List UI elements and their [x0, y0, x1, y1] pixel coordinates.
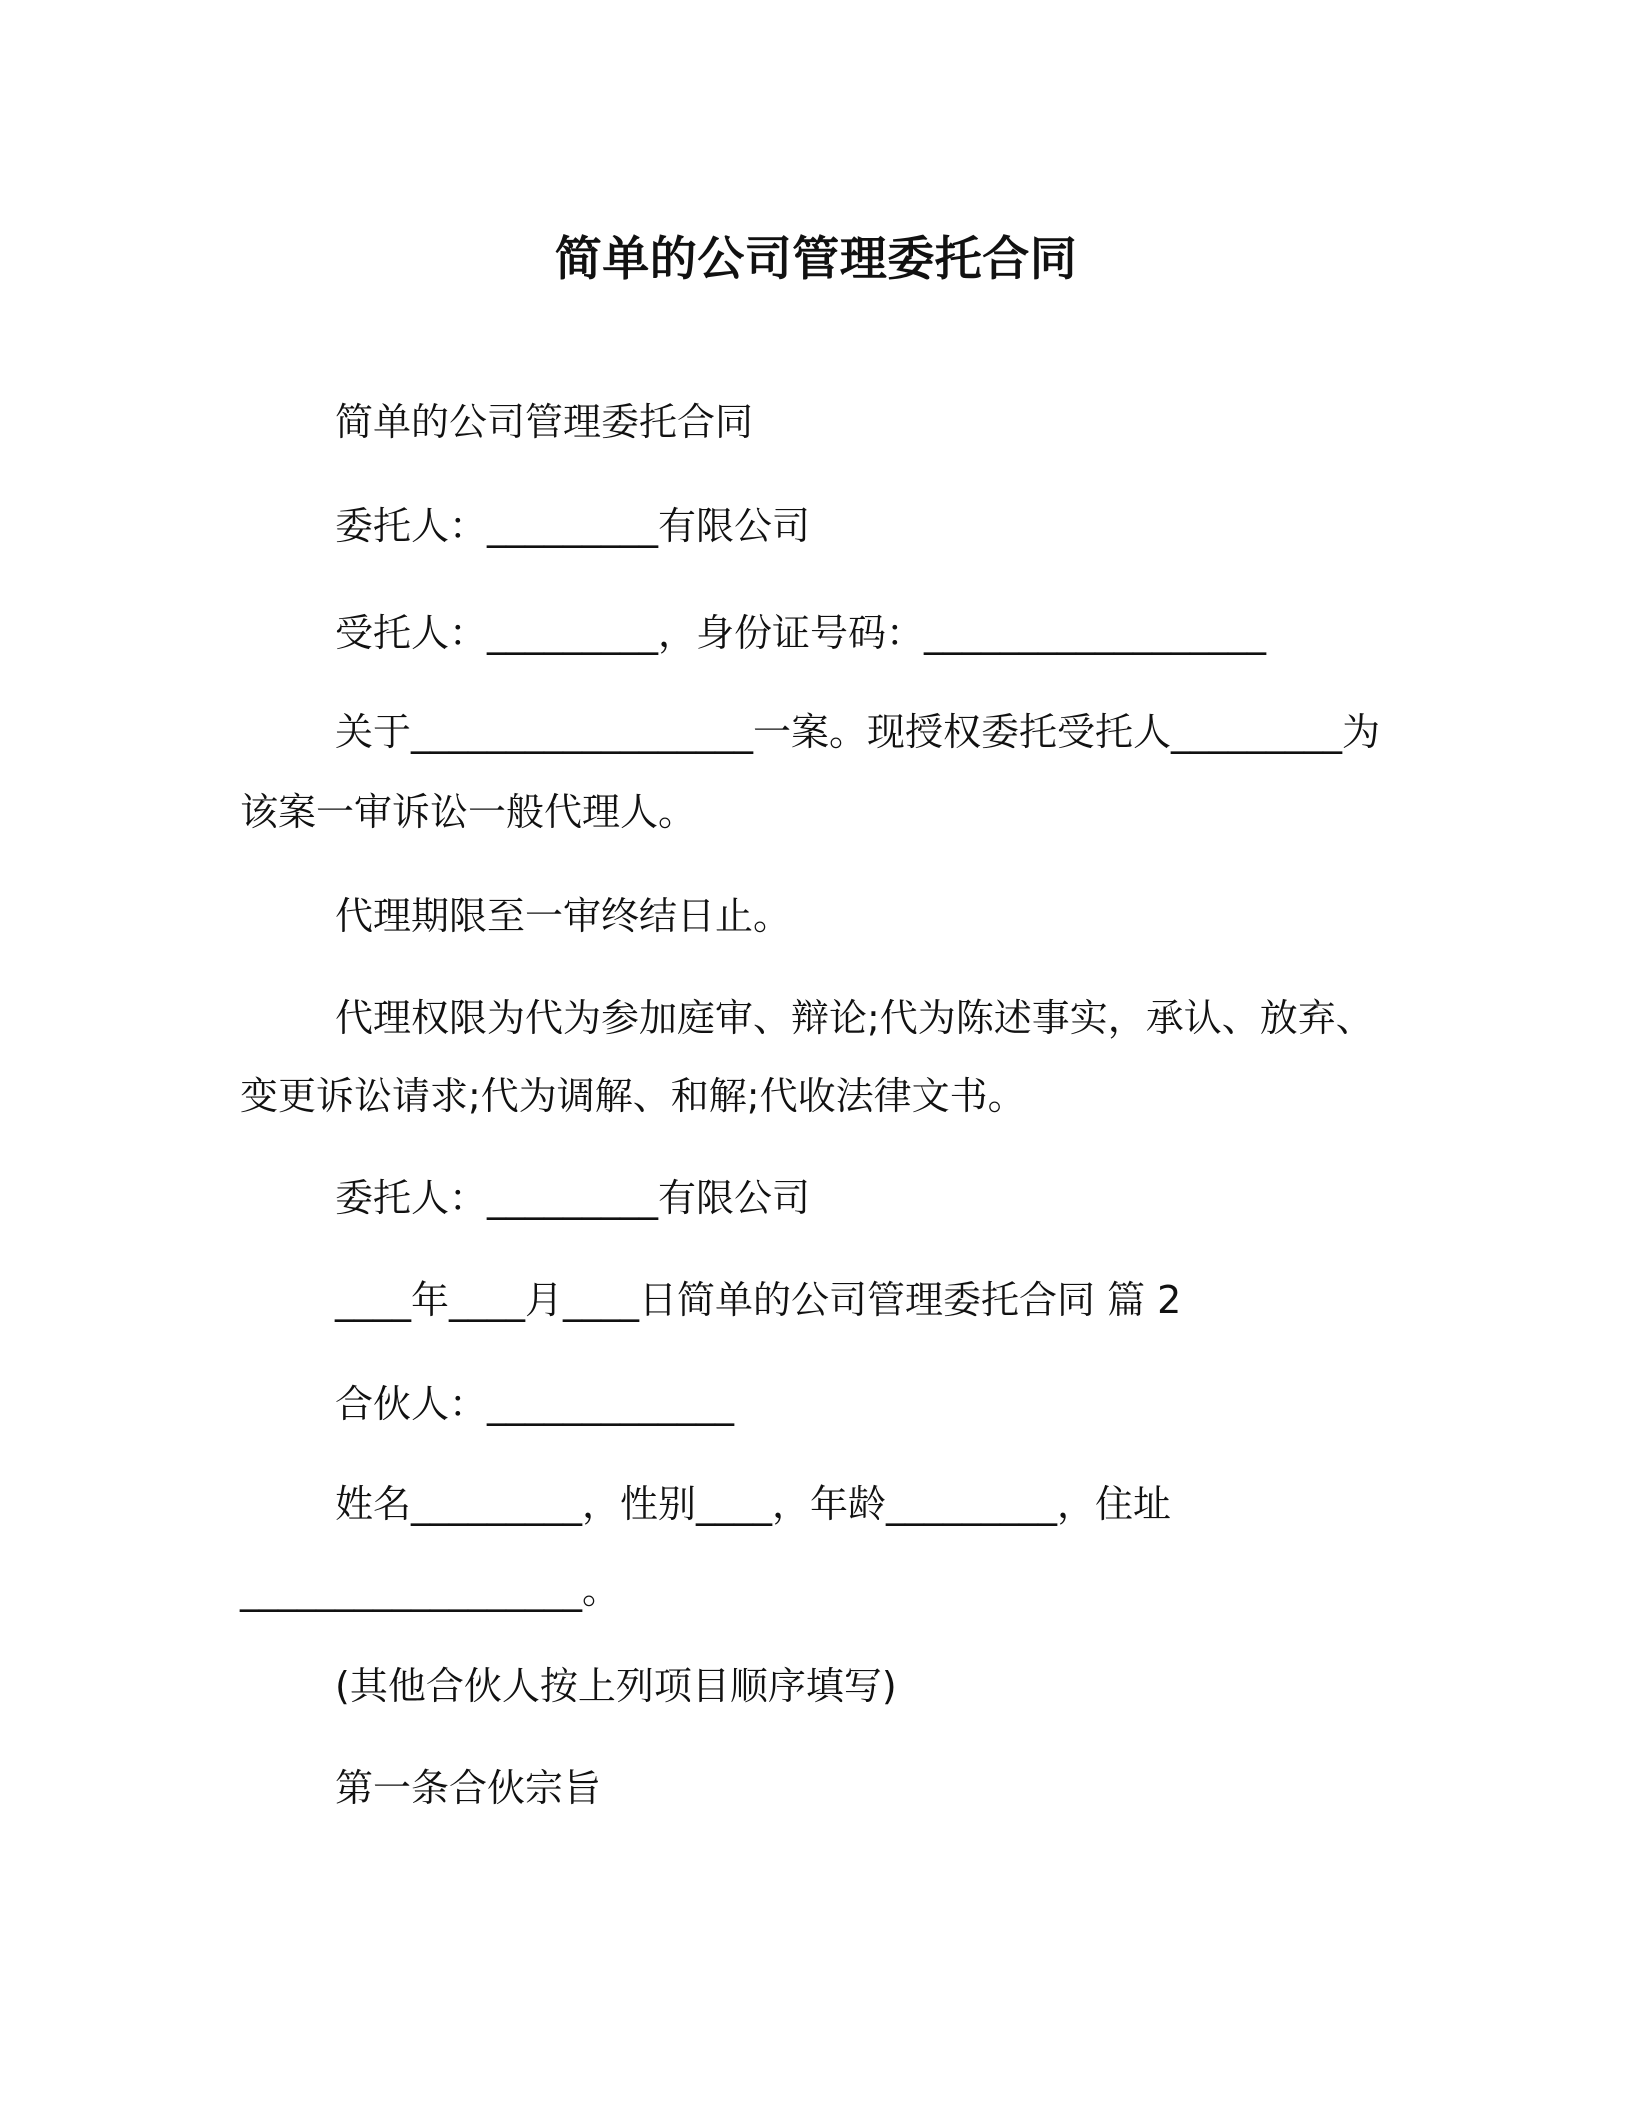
subtitle-line: 简单的公司管理委托合同: [335, 400, 754, 444]
partner-details-line: 姓名_________，性别____，年龄_________，住址: [335, 1482, 1172, 1526]
partner-address-line: __________________。: [240, 1568, 621, 1612]
principal-line: 委托人：_________有限公司: [335, 504, 811, 548]
principal-signature-line: 委托人：_________有限公司: [335, 1176, 811, 1220]
authority-line: 代理权限为代为参加庭审、辩论;代为陈述事实，承认、放弃、: [335, 996, 1374, 1040]
partner-line: 合伙人：_____________: [335, 1382, 735, 1426]
document-title: 简单的公司管理委托合同: [554, 232, 1078, 287]
article-one-heading: 第一条合伙宗旨: [335, 1766, 602, 1810]
case-line-continued: 该案一审诉讼一般代理人。: [240, 790, 697, 834]
case-line: 关于__________________一案。现授权委托受托人_________为: [335, 710, 1381, 754]
date-line: ____年____月____日简单的公司管理委托合同 篇 2: [335, 1278, 1182, 1322]
note-line: (其他合伙人按上列项目顺序填写): [335, 1664, 897, 1708]
term-line: 代理期限至一审终结日止。: [335, 894, 792, 938]
authority-line-continued: 变更诉讼请求;代为调解、和解;代收法律文书。: [240, 1074, 1026, 1118]
agent-line: 受托人：_________，身份证号码：__________________: [335, 611, 1267, 655]
